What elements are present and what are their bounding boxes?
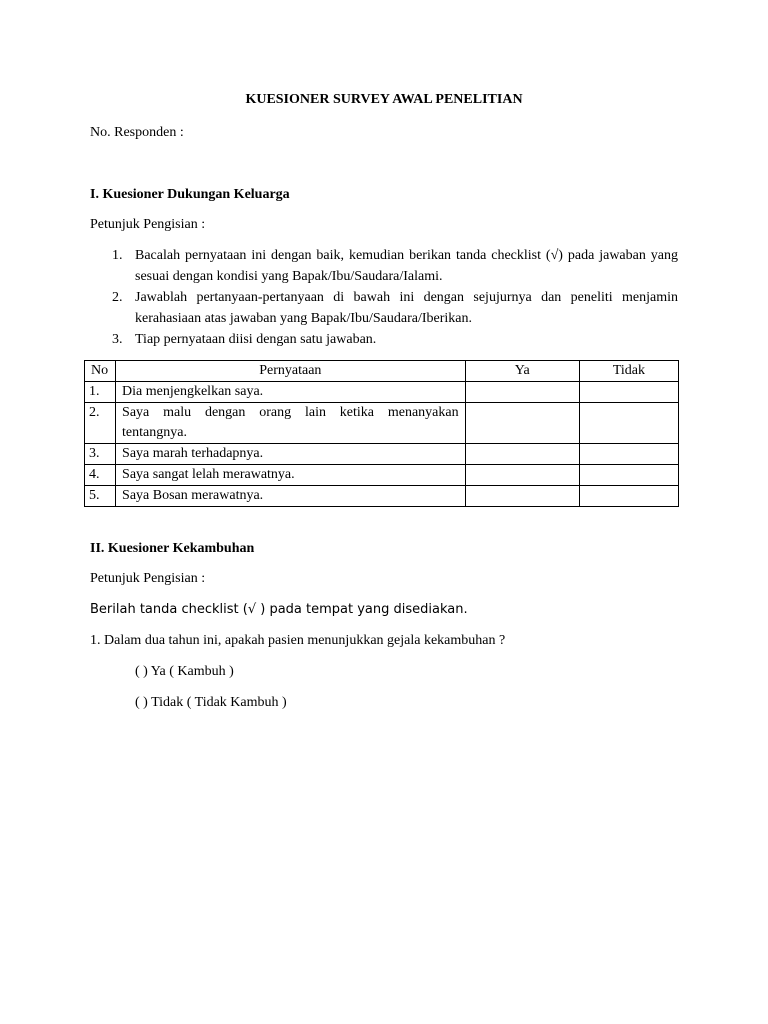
header-ya: Ya [465, 361, 579, 382]
header-tidak: Tidak [579, 361, 678, 382]
section2-petunjuk: Petunjuk Pengisian : [90, 571, 206, 586]
instruction-text: Jawablah pertanyaan-pertanyaan di bawah ini dengan sejujurnya dan peneliti menjamin kerahasiaan atas jawaban yang Bapak/Ibu/Saudara/Iberikan. [135, 290, 678, 326]
row-statement: Saya sangat lelah merawatnya. [116, 465, 466, 486]
ya-checkbox-cell[interactable] [465, 403, 579, 444]
section2-question: 1. Dalam dua tahun ini, apakah pasien menunjukkan gejala kekambuhan ? [90, 633, 506, 648]
option-ya[interactable]: ( ) Ya ( Kambuh ) [135, 664, 234, 679]
instruction-number: 2. [112, 290, 123, 305]
table-row [85, 382, 679, 403]
instruction-text: Tiap pernyataan diisi dengan satu jawaban. [135, 332, 377, 347]
row-number: 3. [85, 444, 116, 465]
document-title: KUESIONER SURVEY AWAL PENELITIAN [245, 92, 523, 107]
tidak-checkbox-cell[interactable] [579, 465, 678, 486]
section1-petunjuk: Petunjuk Pengisian : [90, 217, 206, 232]
row-statement: Saya malu dengan orang lain ketika menanyakan tentangnya. [116, 403, 466, 444]
tidak-checkbox-cell[interactable] [579, 444, 678, 465]
instruction-number: 1. [112, 248, 123, 263]
ya-checkbox-cell[interactable] [465, 465, 579, 486]
section1-heading: I. Kuesioner Dukungan Keluarga [90, 187, 290, 202]
instruction-text: Bacalah pernyataan ini dengan baik, kemudian berikan tanda checklist (√) pada jawaban yang sesuai dengan kondisi yang Bapak/Ibu/Saudara/Ialami. [135, 248, 678, 284]
table-row [85, 486, 679, 507]
instruction-item [90, 329, 678, 350]
row-statement: Saya Bosan merawatnya. [116, 486, 466, 507]
responden-label: No. Responden : [90, 125, 184, 140]
table-header-row [85, 361, 679, 382]
section2-heading: II. Kuesioner Kekambuhan [90, 541, 255, 556]
header-no: No [85, 361, 116, 382]
header-pernyataan: Pernyataan [116, 361, 466, 382]
ya-checkbox-cell[interactable] [465, 444, 579, 465]
row-statement: Saya marah terhadapnya. [116, 444, 466, 465]
instruction-item [90, 287, 678, 329]
table-row [85, 444, 679, 465]
instruction-number: 3. [112, 332, 123, 347]
ya-checkbox-cell[interactable] [465, 382, 579, 403]
tidak-checkbox-cell[interactable] [579, 403, 678, 444]
ya-checkbox-cell[interactable] [465, 486, 579, 507]
instruction-list [90, 245, 678, 350]
questionnaire-table [84, 360, 679, 507]
row-number: 1. [85, 382, 116, 403]
table-row [85, 403, 679, 444]
section2-instruction: Berilah tanda checklist (√ ) pada tempat yang disediakan. [90, 602, 468, 617]
row-statement: Dia menjengkelkan saya. [116, 382, 466, 403]
row-number: 2. [85, 403, 116, 444]
row-number: 5. [85, 486, 116, 507]
tidak-checkbox-cell[interactable] [579, 382, 678, 403]
option-tidak[interactable]: ( ) Tidak ( Tidak Kambuh ) [135, 695, 287, 710]
table-row [85, 465, 679, 486]
tidak-checkbox-cell[interactable] [579, 486, 678, 507]
row-number: 4. [85, 465, 116, 486]
instruction-item [90, 245, 678, 287]
